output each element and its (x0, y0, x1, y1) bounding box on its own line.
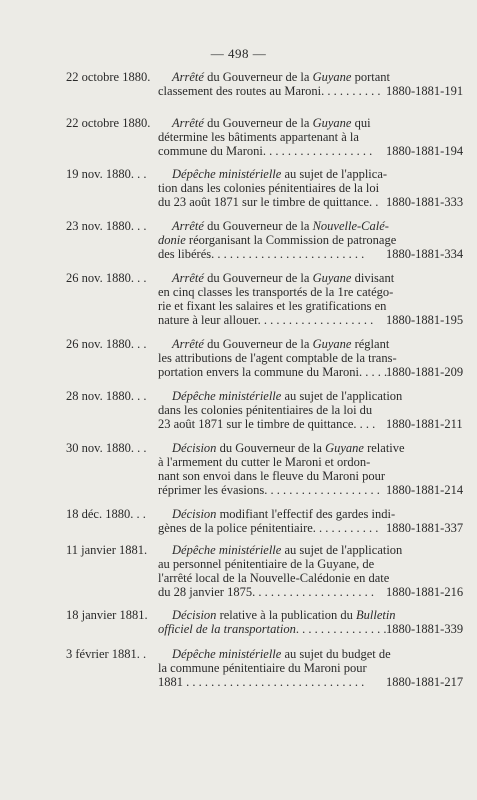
description-line (158, 647, 391, 661)
entry-description (158, 543, 403, 599)
text: l'arrêté local de la Nouvelle-Calédonie en date (158, 571, 390, 585)
text: dans les colonies pénitentiaires de la loi du (158, 403, 373, 417)
entry-date: 18 janvier 1881. (66, 608, 148, 622)
italic-text: Dépêche ministérielle (172, 389, 282, 403)
text: commune du Maroni. . . . . . . . . . . . . . . . . . (158, 144, 373, 158)
italic-text: Arrêté (172, 337, 204, 351)
text: au sujet de l'application (281, 543, 403, 557)
text: au sujet de l'application (281, 389, 403, 403)
entry-description (158, 167, 386, 209)
italic-text: Nouvelle-Calé- (312, 219, 389, 233)
italic-text: Guyane (312, 337, 352, 351)
description-line (158, 521, 386, 535)
italic-text: donie (158, 233, 186, 247)
entry-reference: 1880-1881-337 (386, 521, 464, 535)
text: portation envers la commune du Maroni. . . . . (158, 365, 388, 379)
entry-description (158, 647, 391, 689)
italic-text: Arrêté (172, 271, 204, 285)
entry-date: 3 février 1881. . (66, 647, 147, 661)
text: les attributions de l'agent comptable de la trans- (158, 351, 397, 365)
description-line (158, 271, 395, 285)
description-line (158, 507, 396, 521)
description-line (158, 337, 390, 351)
italic-text: Décision (172, 608, 217, 622)
text: divisant (351, 271, 395, 285)
description-line (158, 661, 386, 675)
text: gènes de la police pénitentiaire. . . . . . . . . . . (158, 521, 379, 535)
italic-text: Bulletin (355, 608, 396, 622)
italic-text: Guyane (312, 116, 352, 130)
text: au sujet de l'applica- (281, 167, 388, 181)
entry-date: 26 nov. 1880. . . (66, 271, 147, 285)
entry-date: 19 nov. 1880. . . (66, 167, 147, 181)
text: la commune pénitentiaire du Maroni pour (158, 661, 367, 675)
entry-reference: 1880-1881-216 (386, 585, 464, 599)
description-line (158, 70, 391, 84)
text: du Gouverneur de la (203, 271, 313, 285)
italic-text: officiel de la transportation (158, 622, 296, 636)
description-line (158, 455, 386, 469)
entry-reference: 1880-1881-191 (386, 84, 464, 98)
text: détermine les bâtiments appartenant à la (158, 130, 359, 144)
description-line (158, 181, 386, 195)
entry-description (158, 116, 386, 158)
entry-description (158, 70, 391, 98)
entry-reference: 1880-1881-209 (386, 365, 464, 379)
entry-reference: 1880-1881-339 (386, 622, 464, 636)
text: du Gouverneur de la (216, 441, 326, 455)
entry-reference: 1880-1881-211 (386, 417, 463, 431)
entry-reference: 1880-1881-195 (386, 313, 464, 327)
entry-date: 30 nov. 1880. . . (66, 441, 147, 455)
entry-reference: 1880-1881-334 (386, 247, 464, 261)
description-line (158, 285, 394, 299)
entry-description (158, 608, 396, 636)
description-line (158, 417, 386, 431)
italic-text: Dépêche ministérielle (172, 647, 282, 661)
italic-text: Dépêche ministérielle (172, 543, 282, 557)
text: du 28 janvier 1875. . . . . . . . . . . . . . . . . . . . (158, 585, 374, 599)
italic-text: Arrêté (172, 70, 204, 84)
description-line (158, 313, 386, 327)
italic-text: Guyane (312, 70, 352, 84)
description-line (158, 116, 386, 130)
entry-reference: 1880-1881-333 (386, 195, 464, 209)
text: au personnel pénitentiaire de la Guyane, de (158, 557, 375, 571)
italic-text: Arrêté (172, 116, 204, 130)
text: classement des routes au Maroni. . . . . . . . . . (158, 84, 381, 98)
description-line (158, 622, 386, 636)
description-line (158, 441, 405, 455)
italic-text: Dépêche ministérielle (172, 167, 282, 181)
text: du 23 août 1871 sur le timbre de quittance. . (158, 195, 379, 209)
text: nant son envoi dans le fleuve du Maroni pour (158, 469, 386, 483)
text: réprimer les évasions. . . . . . . . . . . . . . . . . . . (158, 483, 380, 497)
entry-date: 26 nov. 1880. . . (66, 337, 147, 351)
text: du Gouverneur de la (203, 219, 313, 233)
text: 23 août 1871 sur le timbre de quittance. . . . (158, 417, 376, 431)
entry-date: 22 octobre 1880. (66, 70, 151, 84)
description-line (158, 247, 386, 261)
entry-description (158, 337, 397, 379)
text: tion dans les colonies pénitentiaires de la loi (158, 181, 380, 195)
description-line (158, 675, 386, 689)
description-line (158, 144, 386, 158)
italic-text: Guyane (325, 441, 364, 455)
text: rie et fixant les salaires et les gratifications en (158, 299, 387, 313)
entry-description (158, 389, 403, 431)
text: nature à leur allouer. . . . . . . . . . . . . . . . . . . (158, 313, 374, 327)
text: à l'armement du cutter (158, 455, 273, 469)
description-line (158, 365, 386, 379)
text: du Gouverneur de la (203, 116, 313, 130)
description-line (158, 469, 386, 483)
entry-date: 11 janvier 1881. (66, 543, 148, 557)
description-line (158, 571, 390, 585)
page-number: — 498 — (210, 46, 267, 61)
entry-date: 28 nov. 1880. . . (66, 389, 147, 403)
text: du Gouverneur de la (203, 337, 313, 351)
text: modifiant l'effectif des gardes indi- (216, 507, 396, 521)
description-line (158, 299, 386, 313)
description-line (158, 233, 397, 247)
italic-text: Décision (172, 507, 217, 521)
text: et ordon- (321, 455, 371, 469)
text: qui (351, 116, 371, 130)
entry-description (158, 507, 396, 535)
text: . . . . . . . . . . . . . . . (295, 622, 387, 636)
entry-description (158, 441, 405, 497)
description-line (158, 219, 389, 233)
description-line (158, 167, 386, 181)
description-line (158, 483, 386, 497)
entry-description (158, 271, 395, 327)
entry-date: 23 nov. 1880. . . (66, 219, 147, 233)
text: 1881 . . . . . . . . . . . . . . . . . . . . . . . . . . . . . (158, 675, 365, 689)
description-line (158, 403, 386, 417)
text: du Gouverneur de la (203, 70, 313, 84)
text: des libérés. . . . . . . . . . . . . . . . . . . . . . . . . (158, 247, 365, 261)
italic-text: Décision (172, 441, 217, 455)
text: relative (363, 441, 405, 455)
italic-text: Arrêté (172, 219, 204, 233)
text: le Maroni (272, 455, 322, 469)
text: en cinq classes les transportés de la 1re catégo- (158, 285, 394, 299)
description-line (158, 608, 396, 622)
entry-description (158, 219, 397, 261)
text: relative à la publication du (216, 608, 356, 622)
entry-reference: 1880-1881-194 (386, 144, 464, 158)
text: réglant (351, 337, 390, 351)
description-line (158, 84, 386, 98)
entry-date: 22 octobre 1880. (66, 116, 151, 130)
description-line (158, 130, 386, 144)
description-line (158, 195, 386, 209)
text: portant (351, 70, 391, 84)
description-line (158, 351, 397, 365)
text: au sujet du budget de (281, 647, 391, 661)
text: réorganisant la Commission de patronage (185, 233, 397, 247)
description-line (158, 557, 386, 571)
description-line (158, 543, 403, 557)
description-line (158, 389, 403, 403)
description-line (158, 585, 386, 599)
entry-reference: 1880-1881-214 (386, 483, 464, 497)
italic-text: Guyane (312, 271, 352, 285)
entry-reference: 1880-1881-217 (386, 675, 464, 689)
entry-date: 18 déc. 1880. . . (66, 507, 146, 521)
